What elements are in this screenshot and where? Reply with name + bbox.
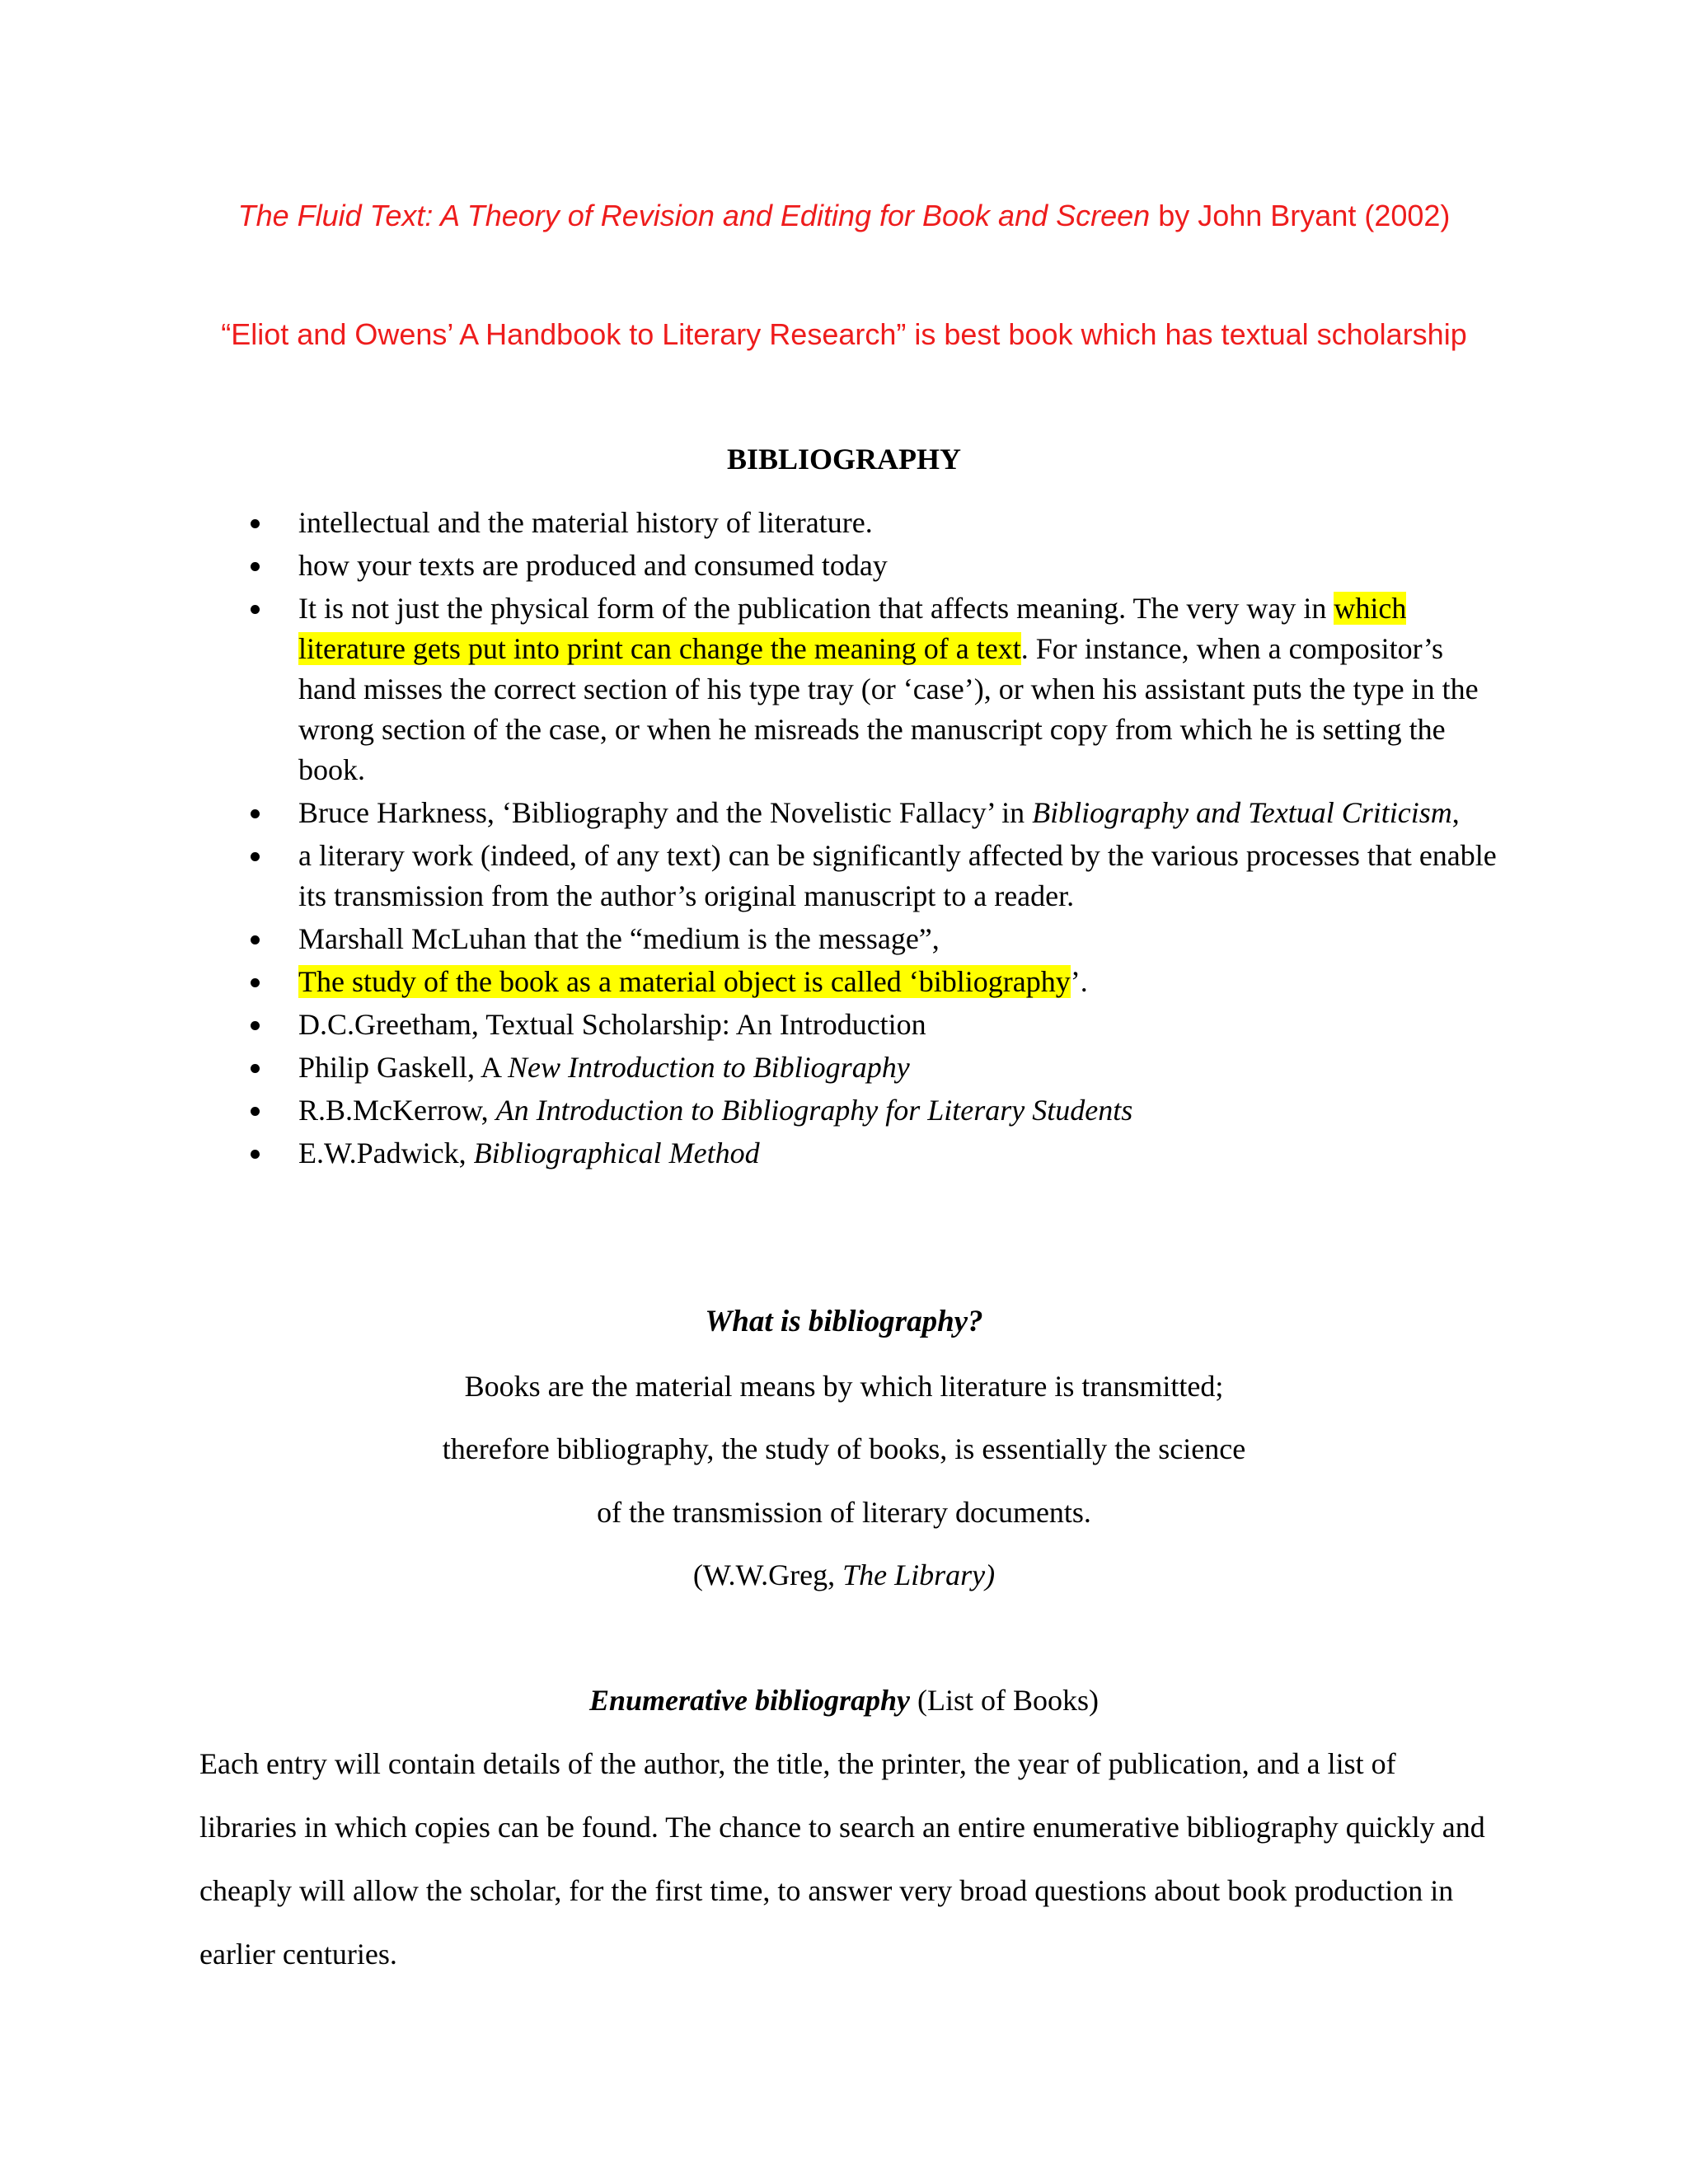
bullet-icon xyxy=(251,1107,260,1116)
book-title: Bibliography and Textual Criticism xyxy=(1032,796,1452,829)
quote-citation xyxy=(0,1557,1688,1593)
list-item xyxy=(246,793,1498,833)
list-item xyxy=(246,503,1498,543)
list-item-text: a literary work (indeed, of any text) can be significantly affected by the various processes that enable its transmission from the author’s original manuscript to a reader. xyxy=(298,839,1497,912)
enumerative-paragraph: Each entry will contain details of the author, the title, the printer, the year of publication, and a list of libraries in which copies can be found. The chance to search an entire enumerative bibliography quickly and cheaply will allow the scholar, for the first time, to answer very broad questions about book production in earlier centuries. xyxy=(199,1747,1485,1971)
list-item xyxy=(246,836,1498,916)
bibliography-list xyxy=(246,503,1498,1176)
reference-fluid-text xyxy=(0,198,1688,234)
bullet-icon xyxy=(251,519,260,528)
list-item-punctuation: ’. xyxy=(1070,965,1088,998)
enumerative-heading-bold: Enumerative bibliography xyxy=(588,1684,911,1717)
quote-line: therefore bibliography, the study of books, is essentially the science xyxy=(442,1432,1246,1465)
bullet-icon xyxy=(251,1150,260,1159)
citation-source: The Library) xyxy=(842,1558,996,1591)
list-item-punctuation: , xyxy=(1451,796,1460,829)
highlighted-text: which literature gets put into print can change the meaning of a text xyxy=(298,592,1407,665)
list-item xyxy=(246,1005,1498,1045)
list-item-text: D.C.Greetham, Textual Scholarship: An Introduction xyxy=(298,1008,926,1041)
bullet-icon xyxy=(251,809,260,818)
quote-line: of the transmission of literary documents. xyxy=(597,1496,1091,1529)
list-item-text: intellectual and the material history of literature. xyxy=(298,506,873,539)
bibliography-heading: BIBLIOGRAPHY xyxy=(726,443,962,476)
list-item xyxy=(246,546,1498,586)
list-item-text: Philip Gaskell, A xyxy=(298,1051,509,1084)
bullet-icon xyxy=(251,562,260,571)
list-item-text: how your texts are produced and consumed today xyxy=(298,549,888,582)
list-item xyxy=(246,1133,1498,1174)
list-item xyxy=(246,588,1498,790)
list-item-text: R.B.McKerrow, xyxy=(298,1094,496,1127)
list-item xyxy=(246,962,1498,1002)
book-title: New Introduction to Bibliography xyxy=(508,1051,910,1084)
list-item-text-continued: . For instance, when a compositor’s hand misses the correct section of his type tray (or ‘case’), or when his assistant puts the type in the wrong section of the case, or when he misreads the manuscript copy from which he is setting the book. xyxy=(298,632,1479,786)
enumerative-heading xyxy=(0,1683,1688,1718)
list-item xyxy=(246,919,1498,959)
list-item-text: E.W.Padwick, xyxy=(298,1137,474,1169)
bullet-icon xyxy=(251,935,260,944)
reference-author-year: by John Bryant (2002) xyxy=(1150,199,1451,232)
list-item-text: Marshall McLuhan that the “medium is the message”, xyxy=(298,922,940,955)
bullet-icon xyxy=(251,1064,260,1073)
list-item xyxy=(246,1047,1498,1088)
list-item-text: Bruce Harkness, ‘Bibliography and the Novelistic Fallacy’ in xyxy=(298,796,1033,829)
bullet-icon xyxy=(251,978,260,987)
reference-handbook: “Eliot and Owens’ A Handbook to Literary Research” is best book which has textual scholarship xyxy=(221,317,1467,351)
what-is-heading: What is bibliography? xyxy=(705,1305,983,1338)
reference-title: The Fluid Text: A Theory of Revision and Editing for Book and Screen xyxy=(237,199,1151,232)
book-title: An Introduction to Bibliography for Literary Students xyxy=(495,1094,1133,1127)
citation-author: (W.W.Greg, xyxy=(692,1558,843,1591)
highlighted-text: The study of the book as a material object is called ‘bibliography xyxy=(298,965,1071,998)
book-title: Bibliographical Method xyxy=(473,1137,760,1169)
quote-line: Books are the material means by which literature is transmitted; xyxy=(464,1370,1224,1403)
bullet-icon xyxy=(251,852,260,861)
list-item xyxy=(246,1090,1498,1131)
list-item-text: It is not just the physical form of the publication that affects meaning. The very way in xyxy=(298,592,1334,625)
bullet-icon xyxy=(251,605,260,614)
enumerative-heading-note: (List of Books) xyxy=(910,1684,1100,1717)
bullet-icon xyxy=(251,1021,260,1030)
